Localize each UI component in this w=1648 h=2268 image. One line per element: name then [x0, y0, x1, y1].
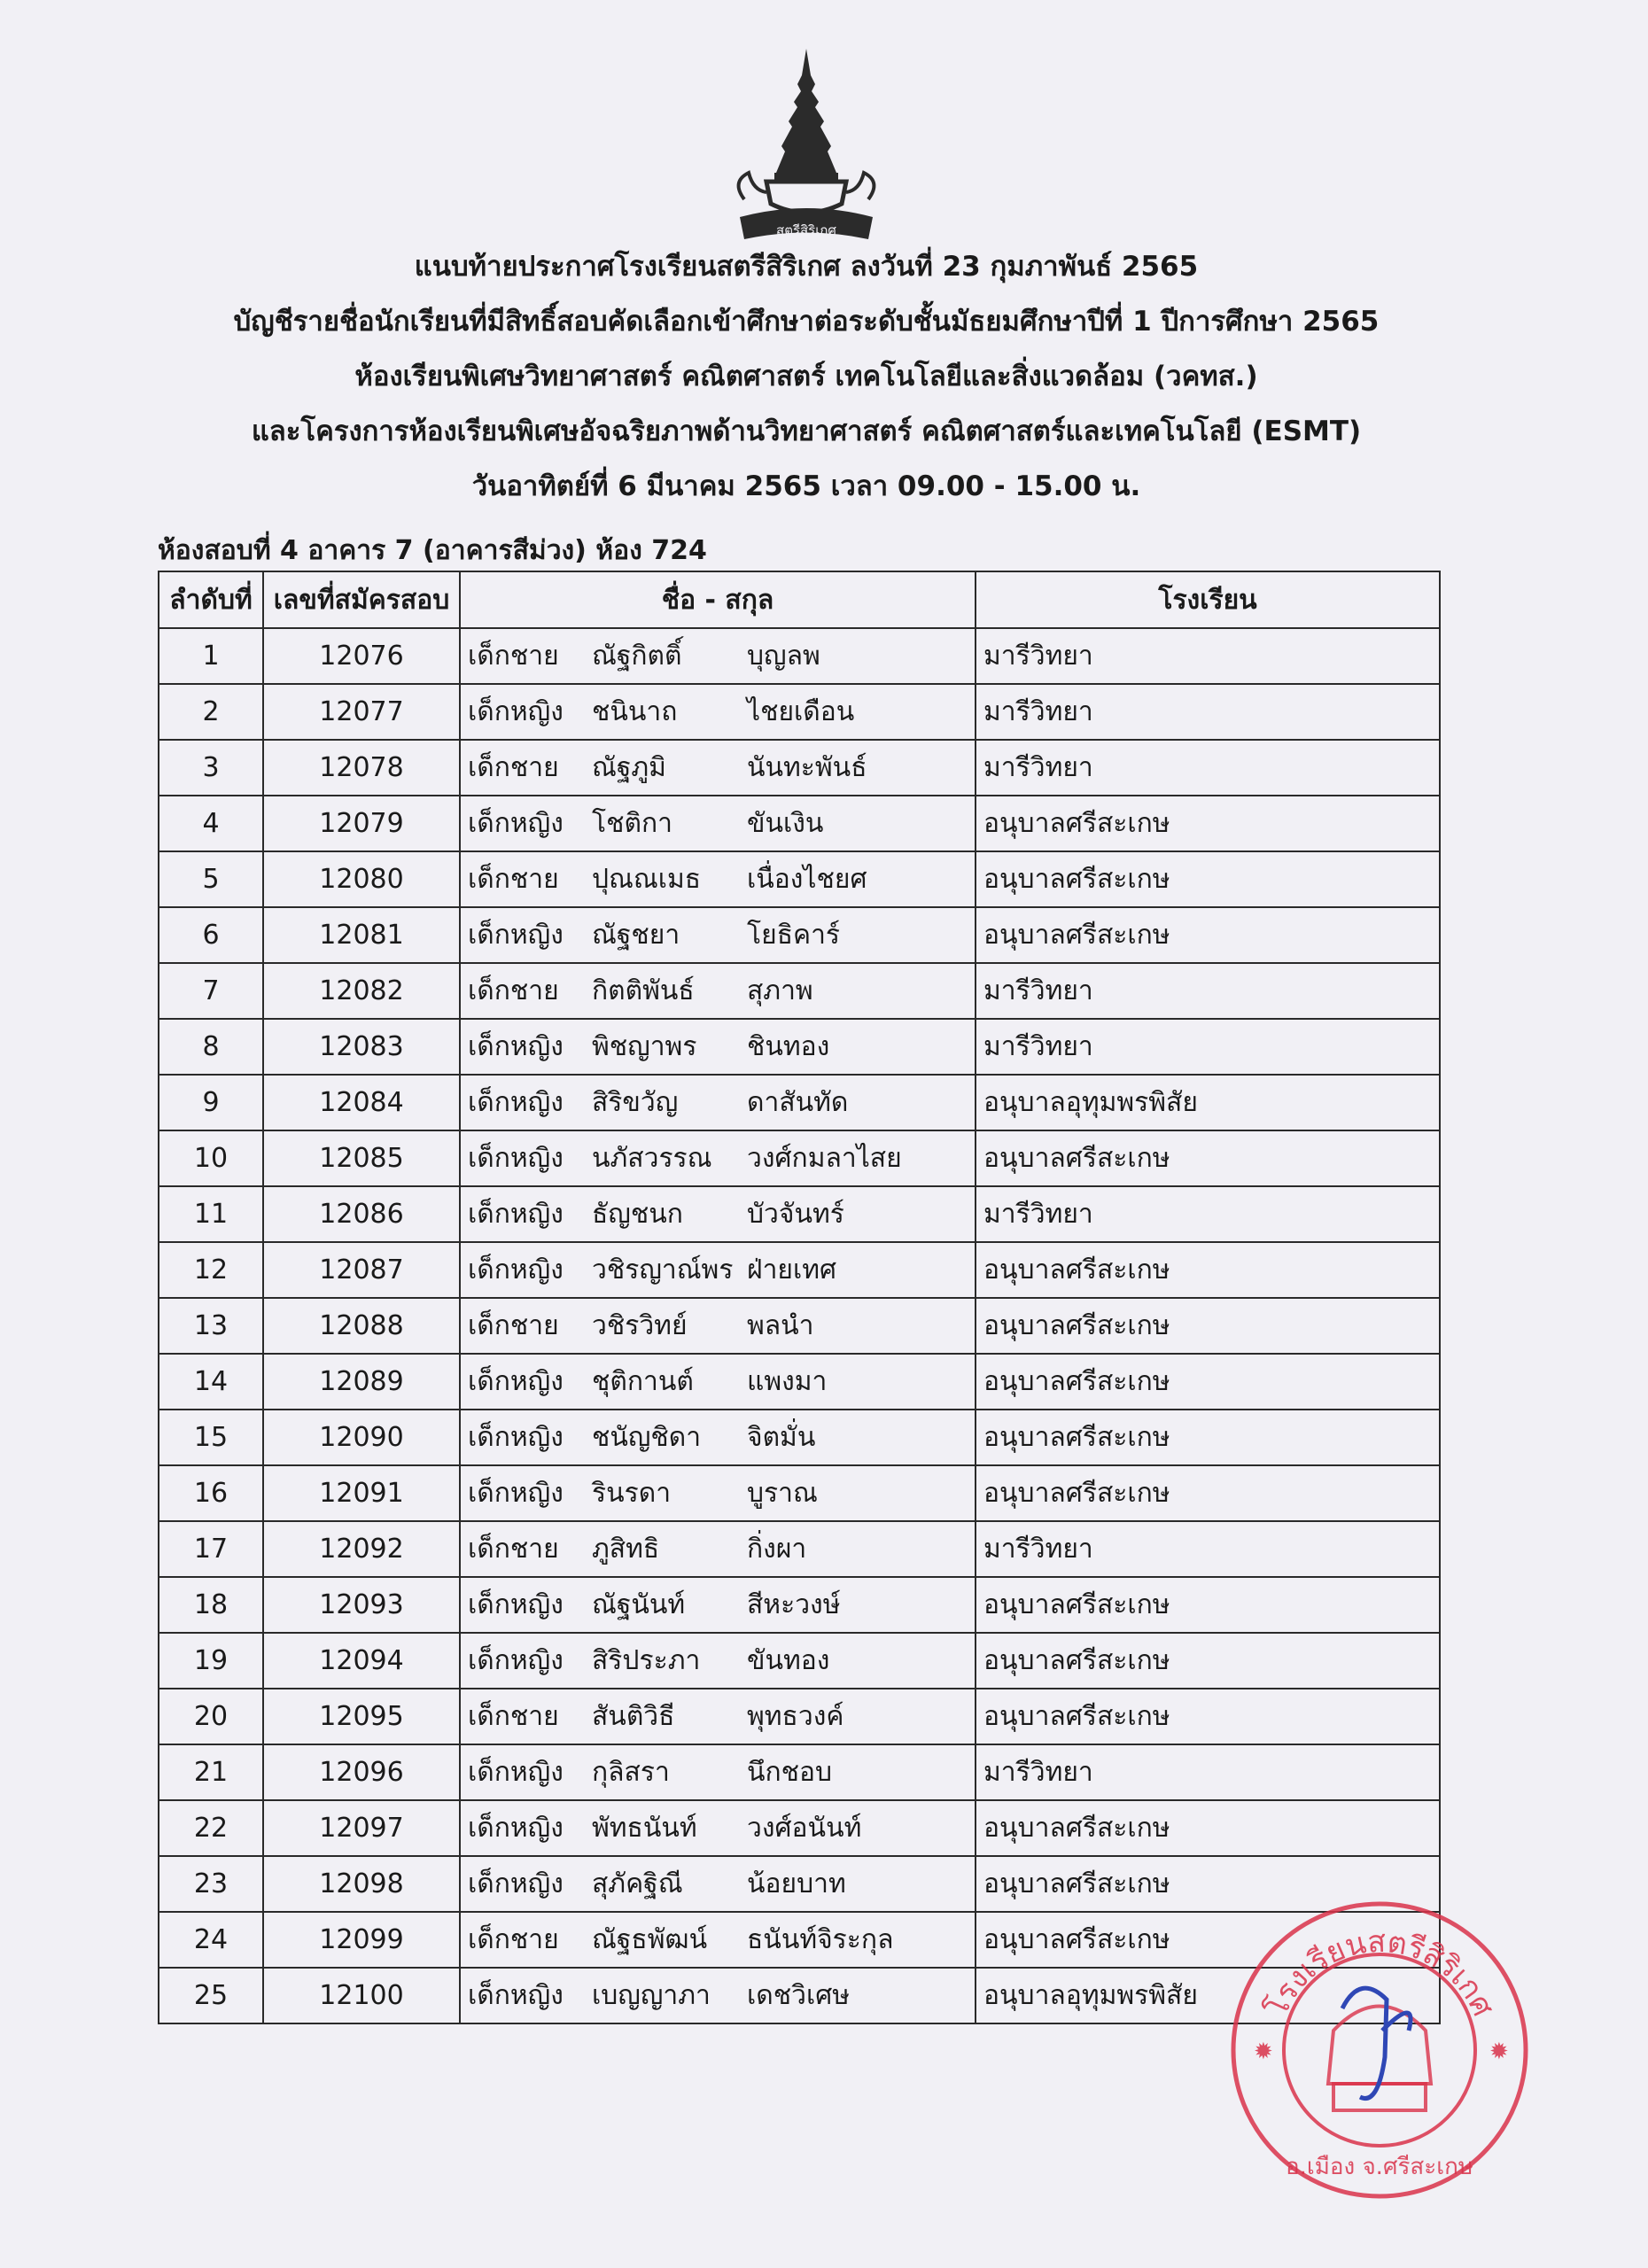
cell-id: 12080: [263, 851, 460, 907]
cell-name: [460, 1912, 976, 1968]
cell-school: อนุบาลศรีสะเกษ: [976, 1465, 1440, 1521]
table-row: [159, 1075, 1440, 1130]
cell-id: 12090: [263, 1410, 460, 1465]
cell-no: 8: [159, 1019, 263, 1075]
cell-school: อนุบาลศรีสะเกษ: [976, 1800, 1440, 1856]
cell-id: 12094: [263, 1633, 460, 1689]
table-row: [159, 1186, 1440, 1242]
last-name: บูราณ: [747, 1478, 818, 1509]
cell-school: อนุบาลอุทุมพรพิสัย: [976, 1075, 1440, 1130]
first-name: โชติกา: [592, 808, 672, 839]
cell-id: 12088: [263, 1298, 460, 1354]
last-name: นันทะพันธ์: [747, 752, 867, 783]
first-name: สิริประภา: [592, 1645, 701, 1676]
last-name: ธนันท์จิระกุล: [747, 1924, 894, 1955]
cell-no: 6: [159, 907, 263, 963]
table-row: [159, 628, 1440, 684]
cell-school: อนุบาลศรีสะเกษ: [976, 1633, 1440, 1689]
cell-name: [460, 1465, 976, 1521]
cell-no: 10: [159, 1130, 263, 1186]
cell-id: 12100: [263, 1968, 460, 2023]
name-title: เด็กชาย: [468, 1310, 559, 1341]
name-title: เด็กหญิง: [468, 808, 564, 839]
school-emblem-logo: [727, 49, 886, 248]
first-name: สันติวิธี: [592, 1701, 675, 1732]
cell-id: 12085: [263, 1130, 460, 1186]
last-name: บุญลพ: [747, 641, 820, 672]
first-name: พิชญาพร: [592, 1031, 697, 1062]
name-title: เด็กชาย: [468, 752, 559, 783]
first-name: ธัญชนก: [592, 1199, 683, 1230]
cell-name: [460, 1186, 976, 1242]
cell-school: มารีวิทยา: [976, 1186, 1440, 1242]
column-header-name: ชื่อ - สกุล: [460, 571, 976, 628]
cell-name: [460, 1800, 976, 1856]
cell-id: 12097: [263, 1800, 460, 1856]
name-title: เด็กชาย: [468, 1924, 559, 1955]
cell-no: 2: [159, 684, 263, 740]
table-row: [159, 796, 1440, 851]
table-row: [159, 963, 1440, 1019]
cell-id: 12092: [263, 1521, 460, 1577]
name-title: เด็กหญิง: [468, 1980, 564, 2011]
last-name: สุภาพ: [747, 975, 813, 1006]
cell-no: 15: [159, 1410, 263, 1465]
cell-no: 17: [159, 1521, 263, 1577]
table-row: [159, 907, 1440, 963]
last-name: นึกชอบ: [747, 1757, 833, 1788]
cell-no: 5: [159, 851, 263, 907]
table-row: [159, 1019, 1440, 1075]
cell-school: อนุบาลศรีสะเกษ: [976, 1856, 1440, 1912]
last-name: ไชยเดือน: [747, 696, 855, 727]
cell-id: 12087: [263, 1242, 460, 1298]
first-name: กุลิสรา: [592, 1757, 670, 1788]
last-name: โยธิคาร์: [747, 920, 841, 951]
document-header: [0, 239, 1613, 514]
table-row: [159, 851, 1440, 907]
cell-school: อนุบาลศรีสะเกษ: [976, 1298, 1440, 1354]
cell-no: 21: [159, 1744, 263, 1800]
table-row: [159, 1800, 1440, 1856]
cell-no: 20: [159, 1689, 263, 1744]
table-row: [159, 1354, 1440, 1410]
table-row: [159, 1465, 1440, 1521]
emblem-banner-text: สตรีสิริเกศ: [776, 222, 836, 238]
cell-name: [460, 1856, 976, 1912]
cell-school: มารีวิทยา: [976, 963, 1440, 1019]
cell-name: [460, 1410, 976, 1465]
name-title: เด็กหญิง: [468, 1199, 564, 1230]
first-name: นภัสวรรณ: [592, 1143, 712, 1174]
name-title: เด็กหญิง: [468, 1757, 564, 1788]
header-line-3: ห้องเรียนพิเศษวิทยาศาสตร์ คณิตศาสตร์ เทคโนโลยีและสิ่งแวดล้อม (วคทส.): [354, 361, 1258, 392]
last-name: กิ่งผา: [747, 1534, 807, 1565]
cell-no: 11: [159, 1186, 263, 1242]
cell-school: อนุบาลศรีสะเกษ: [976, 851, 1440, 907]
column-header-no: ลำดับที่: [159, 571, 263, 628]
cell-id: 12082: [263, 963, 460, 1019]
cell-id: 12095: [263, 1689, 460, 1744]
name-title: เด็กหญิง: [468, 1143, 564, 1174]
last-name: พุทธวงค์: [747, 1701, 844, 1732]
name-title: เด็กชาย: [468, 641, 559, 672]
cell-name: [460, 1633, 976, 1689]
cell-id: 12096: [263, 1744, 460, 1800]
cell-id: 12099: [263, 1912, 460, 1968]
cell-id: 12093: [263, 1577, 460, 1633]
header-line-5: วันอาทิตย์ที่ 6 มีนาคม 2565 เวลา 09.00 - 15.00 น.: [471, 470, 1141, 502]
cell-name: [460, 907, 976, 963]
cell-school: มารีวิทยา: [976, 1019, 1440, 1075]
cell-id: 12089: [263, 1354, 460, 1410]
first-name: วชิรวิทย์: [592, 1310, 688, 1341]
cell-school: มารีวิทยา: [976, 740, 1440, 796]
cell-no: 13: [159, 1298, 263, 1354]
last-name: ขันทอง: [747, 1645, 830, 1676]
table-row: [159, 1633, 1440, 1689]
cell-no: 25: [159, 1968, 263, 2023]
table-row: [159, 1577, 1440, 1633]
svg-text:โรงเรียนสตรีสิริเกศ: โรงเรียนสตรีสิริเกศ: [1259, 1923, 1501, 2023]
column-header-id: เลขที่สมัครสอบ: [263, 571, 460, 628]
cell-no: 12: [159, 1242, 263, 1298]
cell-id: 12098: [263, 1856, 460, 1912]
last-name: เดชวิเศษ: [747, 1980, 851, 2011]
cell-name: [460, 963, 976, 1019]
cell-school: อนุบาลศรีสะเกษ: [976, 1410, 1440, 1465]
name-title: เด็กชาย: [468, 975, 559, 1006]
name-title: เด็กหญิง: [468, 920, 564, 951]
cell-name: [460, 684, 976, 740]
cell-id: 12076: [263, 628, 460, 684]
cell-no: 1: [159, 628, 263, 684]
cell-no: 18: [159, 1577, 263, 1633]
cell-name: [460, 1521, 976, 1577]
cell-id: 12086: [263, 1186, 460, 1242]
last-name: จิตมั่น: [747, 1422, 816, 1453]
header-line-1: แนบท้ายประกาศโรงเรียนสตรีสิริเกศ ลงวันที่ 23 กุมภาพันธ์ 2565: [414, 251, 1199, 283]
cell-no: 3: [159, 740, 263, 796]
cell-school: มารีวิทยา: [976, 628, 1440, 684]
cell-name: [460, 851, 976, 907]
last-name: แพงมา: [747, 1366, 828, 1397]
cell-school: มารีวิทยา: [976, 1521, 1440, 1577]
cell-name: [460, 1354, 976, 1410]
official-stamp-seal: [1227, 1898, 1533, 2203]
last-name: ฝ่ายเทศ: [747, 1254, 837, 1285]
name-title: เด็กชาย: [468, 1701, 559, 1732]
table-row: [159, 1410, 1440, 1465]
table-header-row: [159, 571, 1440, 628]
cell-name: [460, 1968, 976, 2023]
first-name: ณัฐกิตติ์: [592, 641, 682, 672]
name-title: เด็กหญิง: [468, 1422, 564, 1453]
table-row: [159, 740, 1440, 796]
first-name: ณัฐนันท์: [592, 1589, 686, 1620]
svg-text:✹: ✹: [1489, 2039, 1509, 2065]
name-title: เด็กหญิง: [468, 1087, 564, 1118]
first-name: ณัฐธพัฒน์: [592, 1924, 708, 1955]
name-title: เด็กหญิง: [468, 1031, 564, 1062]
last-name: พลนำ: [747, 1310, 814, 1341]
first-name: ภูสิทธิ: [592, 1534, 660, 1565]
cell-school: อนุบาลศรีสะเกษ: [976, 1130, 1440, 1186]
cell-no: 9: [159, 1075, 263, 1130]
exam-room-title: ห้องสอบที่ 4 อาคาร 7 (อาคารสีม่วง) ห้อง 724: [158, 535, 707, 566]
first-name: วชิรญาณ์พร: [592, 1254, 734, 1285]
first-name: เบญญาภา: [592, 1980, 711, 2011]
first-name: ณัฐชยา: [592, 920, 680, 951]
table-row: [159, 1298, 1440, 1354]
name-title: เด็กหญิง: [468, 1645, 564, 1676]
cell-name: [460, 1019, 976, 1075]
cell-id: 12077: [263, 684, 460, 740]
first-name: ปุณณเมธ: [592, 864, 702, 895]
cell-no: 24: [159, 1912, 263, 1968]
last-name: น้อยบาท: [747, 1868, 846, 1899]
cell-no: 23: [159, 1856, 263, 1912]
cell-school: อนุบาลศรีสะเกษ: [976, 1912, 1440, 1968]
cell-id: 12079: [263, 796, 460, 851]
last-name: เนื่องไชยศ: [747, 864, 867, 895]
first-name: สิริขวัญ: [592, 1087, 679, 1118]
table-row: [159, 1689, 1440, 1744]
first-name: กิตติพันธ์: [592, 975, 695, 1006]
cell-name: [460, 1689, 976, 1744]
name-title: เด็กชาย: [468, 1534, 559, 1565]
column-header-school: โรงเรียน: [976, 571, 1440, 628]
cell-name: [460, 1298, 976, 1354]
cell-school: อนุบาลอุทุมพรพิสัย: [976, 1968, 1440, 2023]
cell-name: [460, 1075, 976, 1130]
cell-school: มารีวิทยา: [976, 1744, 1440, 1800]
cell-name: [460, 796, 976, 851]
cell-no: 16: [159, 1465, 263, 1521]
cell-no: 7: [159, 963, 263, 1019]
name-title: เด็กชาย: [468, 864, 559, 895]
cell-school: อนุบาลศรีสะเกษ: [976, 1354, 1440, 1410]
cell-no: 14: [159, 1354, 263, 1410]
cell-no: 4: [159, 796, 263, 851]
cell-no: 22: [159, 1800, 263, 1856]
first-name: พัทธนันท์: [592, 1813, 697, 1844]
table-row: [159, 1521, 1440, 1577]
svg-text:อ.เมือง จ.ศรีสะเกษ: อ.เมือง จ.ศรีสะเกษ: [1285, 2154, 1474, 2180]
first-name: ชนินาถ: [592, 696, 678, 727]
cell-name: [460, 1577, 976, 1633]
cell-name: [460, 740, 976, 796]
cell-id: 12081: [263, 907, 460, 963]
cell-school: อนุบาลศรีสะเกษ: [976, 1577, 1440, 1633]
cell-no: 19: [159, 1633, 263, 1689]
name-title: เด็กหญิง: [468, 1589, 564, 1620]
svg-text:✹: ✹: [1254, 2039, 1273, 2065]
cell-name: [460, 628, 976, 684]
name-title: เด็กหญิง: [468, 1366, 564, 1397]
last-name: วงศ์กมลาไสย: [747, 1143, 902, 1174]
name-title: เด็กหญิง: [468, 1868, 564, 1899]
last-name: สีหะวงษ์: [747, 1589, 841, 1620]
header-line-2: บัญชีรายชื่อนักเรียนที่มีสิทธิ์สอบคัดเลือกเข้าศึกษาต่อระดับชั้นมัธยมศึกษาปีที่ 1 ปีการศึกษา 2565: [233, 306, 1380, 338]
table-row: [159, 1130, 1440, 1186]
cell-school: มารีวิทยา: [976, 684, 1440, 740]
cell-school: อนุบาลศรีสะเกษ: [976, 796, 1440, 851]
table-row: [159, 1242, 1440, 1298]
first-name: ชนัญชิดา: [592, 1422, 702, 1453]
cell-school: อนุบาลศรีสะเกษ: [976, 1689, 1440, 1744]
name-title: เด็กหญิง: [468, 1478, 564, 1509]
cell-school: อนุบาลศรีสะเกษ: [976, 1242, 1440, 1298]
last-name: วงศ์อนันท์: [747, 1813, 862, 1844]
header-line-4: และโครงการห้องเรียนพิเศษอัจฉริยภาพด้านวิทยาศาสตร์ คณิตศาสตร์และเทคโนโลยี (ESMT): [251, 416, 1362, 447]
cell-id: 12091: [263, 1465, 460, 1521]
first-name: ณัฐภูมิ: [592, 752, 666, 783]
student-list-table: [158, 571, 1441, 2024]
first-name: ชุติกานต์: [592, 1366, 694, 1397]
cell-id: 12078: [263, 740, 460, 796]
cell-id: 12083: [263, 1019, 460, 1075]
name-title: เด็กหญิง: [468, 1813, 564, 1844]
first-name: รินรดา: [592, 1478, 672, 1509]
last-name: ดาสันทัด: [747, 1087, 849, 1118]
cell-id: 12084: [263, 1075, 460, 1130]
cell-name: [460, 1242, 976, 1298]
last-name: ชินทอง: [747, 1031, 830, 1062]
name-title: เด็กหญิง: [468, 1254, 564, 1285]
cell-school: อนุบาลศรีสะเกษ: [976, 907, 1440, 963]
name-title: เด็กหญิง: [468, 696, 564, 727]
last-name: บัวจันทร์: [747, 1199, 844, 1230]
cell-name: [460, 1130, 976, 1186]
table-row: [159, 684, 1440, 740]
table-row: [159, 1744, 1440, 1800]
cell-name: [460, 1744, 976, 1800]
last-name: ขันเงิน: [747, 808, 824, 839]
first-name: สุภัคฐิณี: [592, 1868, 683, 1899]
